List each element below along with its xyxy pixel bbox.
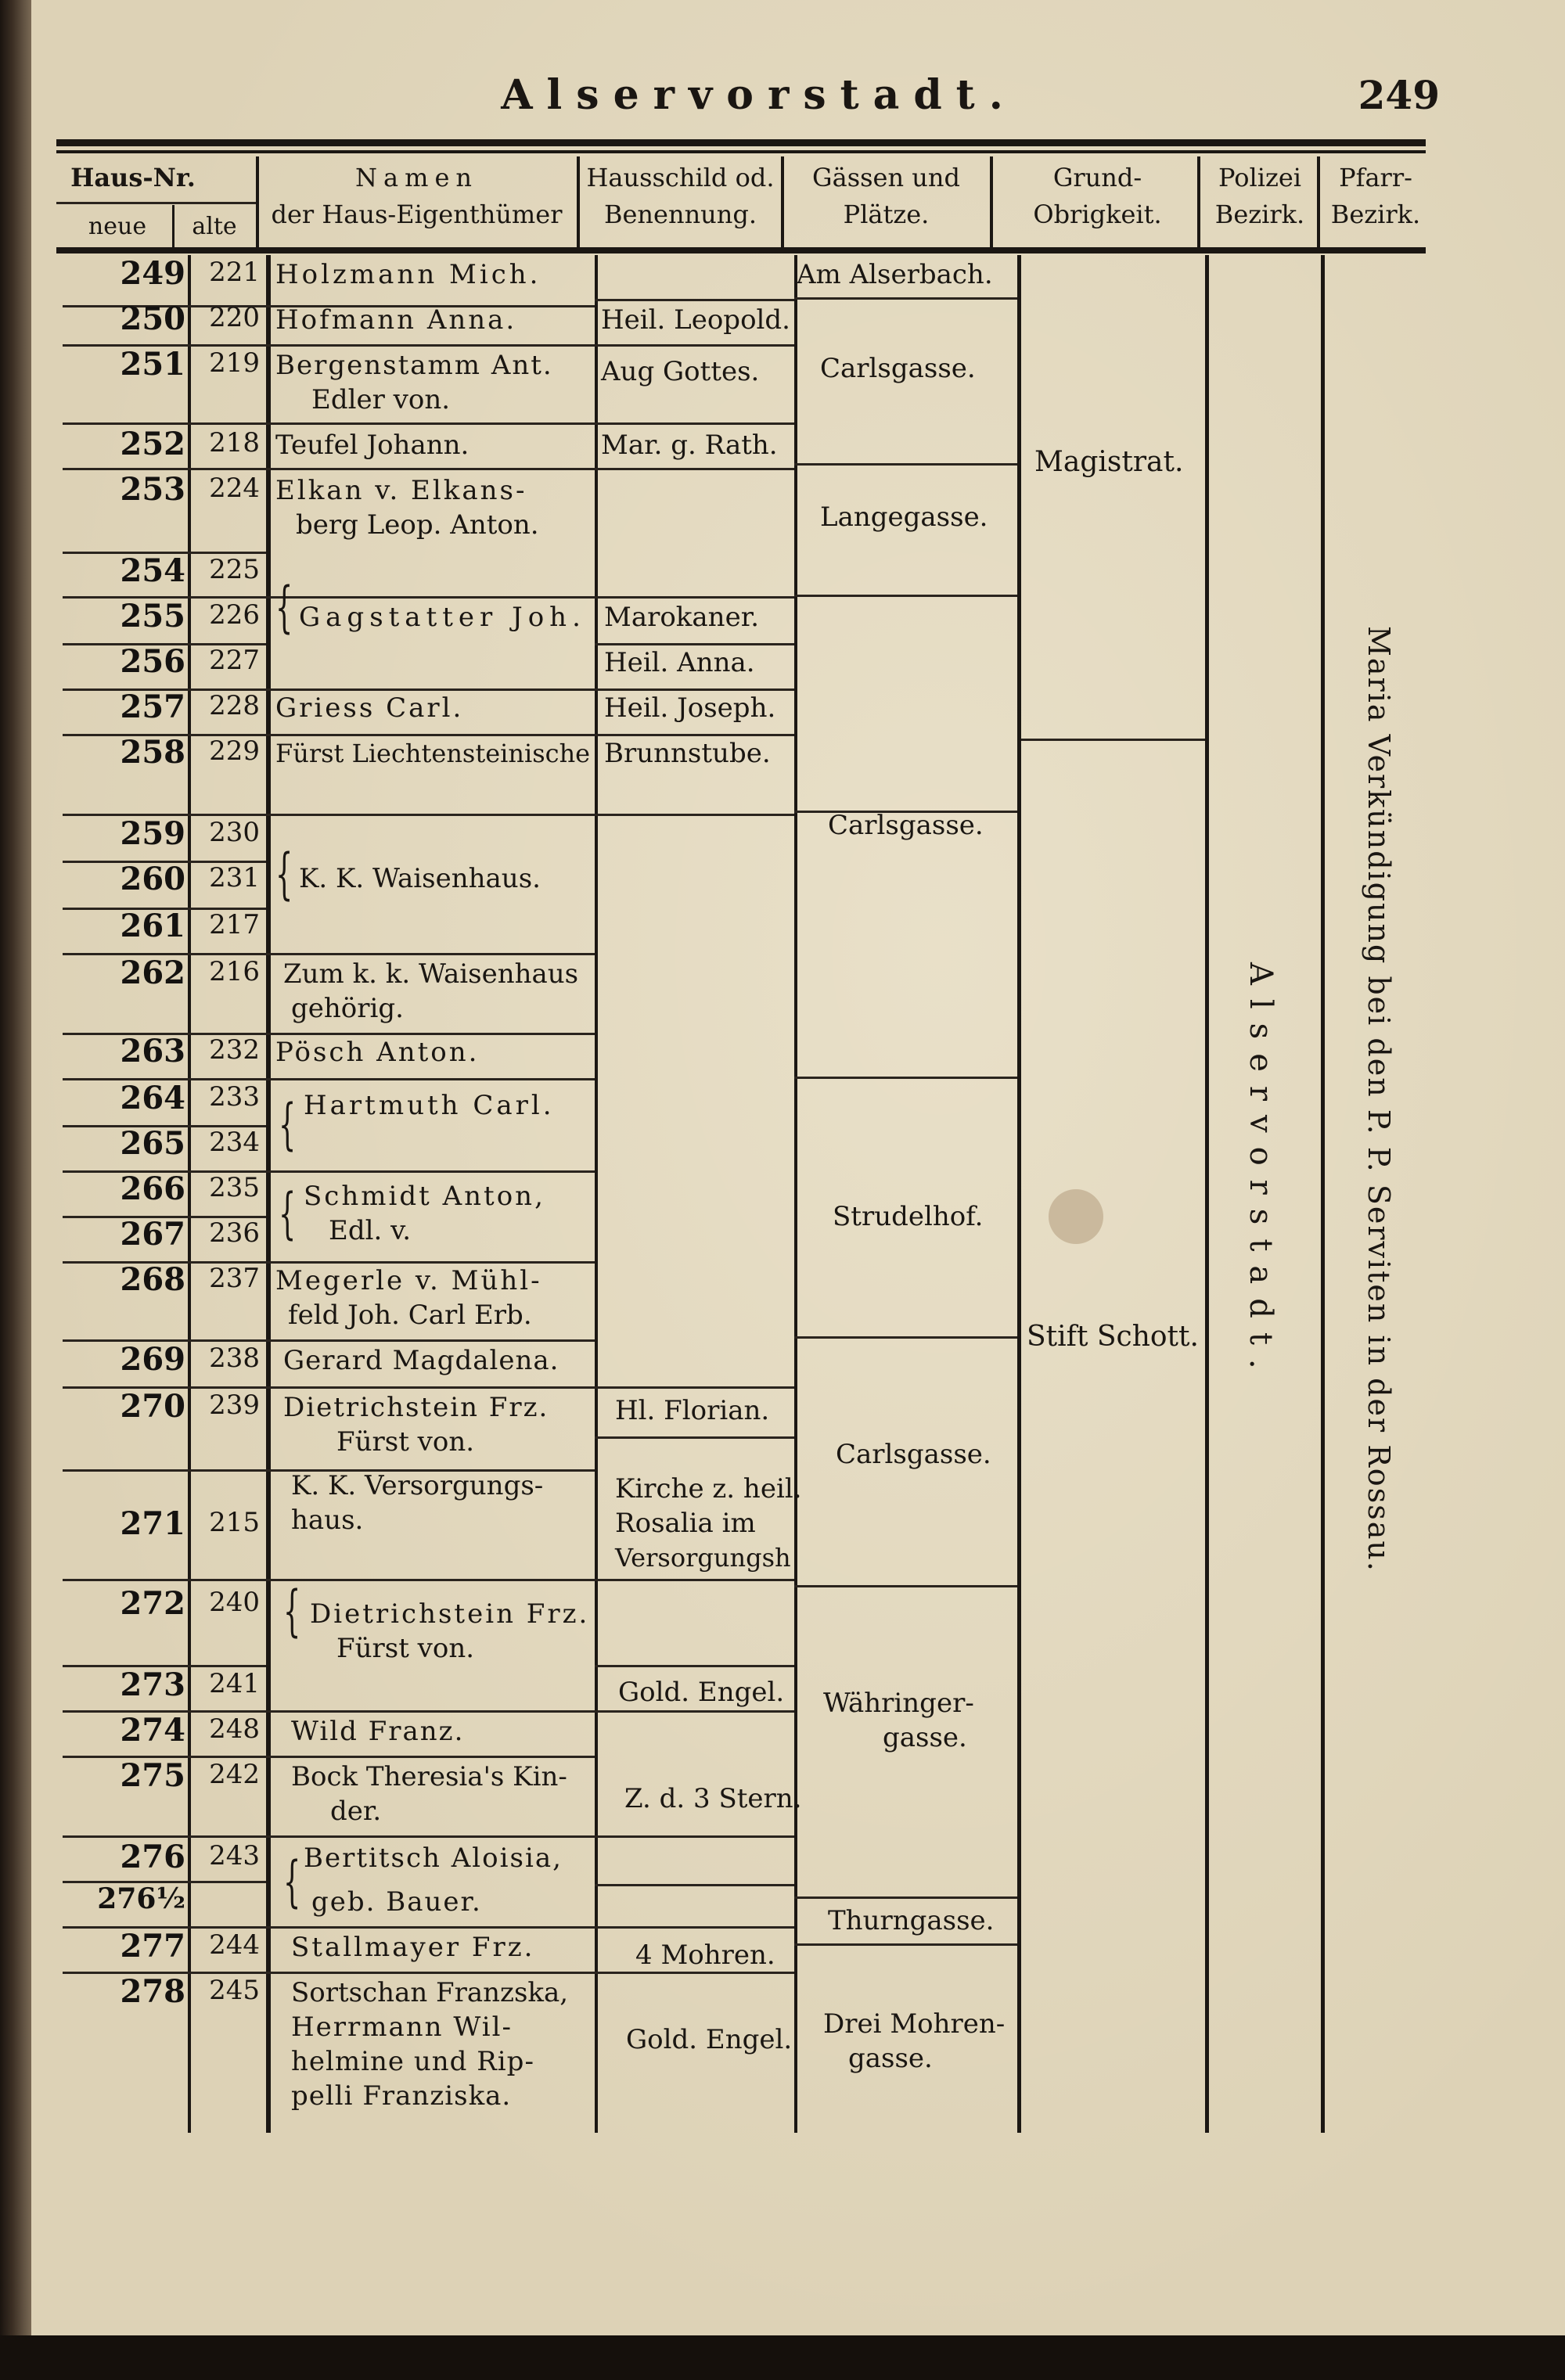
neue-nr: 252 bbox=[120, 426, 185, 462]
row-rule bbox=[63, 422, 595, 425]
header-pfarr: Pfarr- bbox=[1339, 163, 1412, 192]
neue-nr: 250 bbox=[120, 300, 185, 337]
alte-nr: 224 bbox=[209, 473, 260, 504]
house-sign: Heil. Joseph. bbox=[604, 692, 776, 724]
column-line bbox=[1321, 255, 1325, 2133]
house-sign: Kirche z. heil. bbox=[615, 1473, 802, 1505]
grouping-brace: { bbox=[275, 842, 293, 906]
top-rule-thin bbox=[56, 150, 1426, 153]
schild-rule bbox=[595, 1835, 794, 1838]
header-gassen: Gässen und bbox=[812, 163, 960, 192]
header-schild: Hausschild od. bbox=[586, 163, 775, 192]
alte-nr: 237 bbox=[209, 1263, 260, 1294]
schild-rule bbox=[595, 299, 794, 301]
owner-name: Griess Carl. bbox=[275, 692, 464, 724]
scan-shadow bbox=[0, 2335, 1565, 2380]
house-sign: Mar. g. Rath. bbox=[601, 430, 778, 461]
parish-district: Maria Verkündigung bei den P. P. Serviten in der Rossau. bbox=[1362, 626, 1396, 1573]
owner-name-cont: gehörig. bbox=[291, 993, 404, 1024]
street-name: Strudelhof. bbox=[833, 1201, 984, 1232]
header-sep bbox=[990, 156, 993, 249]
neue-nr: 253 bbox=[120, 471, 185, 508]
owner-name-cont: berg Leop. Anton. bbox=[296, 509, 539, 541]
owner-name-cont: Fürst von. bbox=[336, 1426, 475, 1458]
street-name: Carlsgasse. bbox=[820, 353, 976, 384]
alte-nr: 216 bbox=[209, 956, 260, 987]
alte-nr: 238 bbox=[209, 1343, 260, 1374]
neue-nr: 251 bbox=[120, 346, 185, 383]
header-sep bbox=[1197, 156, 1200, 249]
neue-nr: 249 bbox=[120, 255, 185, 292]
header-polizei: Polizei bbox=[1218, 163, 1301, 192]
owner-name-cont: Fürst von. bbox=[336, 1633, 475, 1664]
neue-nr: 276 bbox=[120, 1839, 185, 1875]
header-grund-sub: Obrigkeit. bbox=[1033, 200, 1162, 229]
neue-nr: 255 bbox=[120, 598, 185, 635]
alte-nr: 245 bbox=[209, 1975, 260, 2006]
alte-nr: 236 bbox=[209, 1217, 260, 1249]
street-name: Thurngasse. bbox=[828, 1905, 995, 1936]
neue-nr: 264 bbox=[120, 1080, 185, 1116]
street-name: Carlsgasse. bbox=[828, 810, 984, 841]
gassen-rule bbox=[794, 1943, 1017, 1946]
owner-name: Elkan v. Elkans- bbox=[275, 475, 527, 506]
owner-name-cont: helmine und Rip- bbox=[291, 2046, 534, 2077]
house-sign: Heil. Anna. bbox=[604, 647, 755, 678]
neue-nr: 265 bbox=[120, 1125, 185, 1162]
owner-name-cont: Edler von. bbox=[311, 384, 451, 415]
alte-nr: 234 bbox=[209, 1127, 260, 1158]
alte-nr: 232 bbox=[209, 1034, 260, 1066]
header-sep bbox=[1317, 156, 1320, 249]
owner-name: Schmidt Anton, bbox=[304, 1181, 545, 1212]
schild-rule bbox=[595, 1665, 794, 1667]
owner-name: Dietrichstein Frz. bbox=[310, 1598, 590, 1630]
schild-rule bbox=[595, 422, 794, 425]
schild-rule bbox=[595, 1710, 794, 1713]
alte-nr: 241 bbox=[209, 1668, 260, 1699]
column-line bbox=[794, 255, 797, 2133]
header-neue: neue bbox=[88, 213, 147, 240]
owner-name-cont: Edl. v. bbox=[329, 1215, 412, 1246]
house-sign: Gold. Engel. bbox=[618, 1677, 785, 1708]
neue-nr: 278 bbox=[120, 1973, 185, 2010]
neue-nr: 276½ bbox=[97, 1882, 185, 1915]
alte-nr: 244 bbox=[209, 1929, 260, 1961]
owner-name: K. K. Versorgungs- bbox=[291, 1470, 544, 1501]
owner-name-cont: haus. bbox=[291, 1505, 364, 1536]
alte-nr: 242 bbox=[209, 1759, 260, 1790]
column-line bbox=[1205, 255, 1209, 2133]
alte-nr: 243 bbox=[209, 1840, 260, 1871]
row-rule bbox=[63, 1579, 595, 1581]
schild-rule bbox=[595, 1386, 794, 1389]
neue-nr: 257 bbox=[120, 688, 185, 725]
grund-rule bbox=[1021, 739, 1205, 741]
header-namen: Namen bbox=[355, 163, 478, 192]
owner-name: Hartmuth Carl. bbox=[304, 1090, 555, 1121]
alte-nr: 225 bbox=[209, 554, 260, 585]
street-name: Drei Mohren- bbox=[823, 2008, 1006, 2040]
house-sign: Heil. Leopold. bbox=[601, 304, 790, 336]
grouping-brace: { bbox=[283, 1850, 301, 1914]
header-sep bbox=[256, 156, 259, 249]
neue-nr: 260 bbox=[120, 861, 185, 897]
owner-name: Hofmann Anna. bbox=[275, 304, 517, 336]
gassen-rule bbox=[794, 463, 1017, 466]
alte-nr: 230 bbox=[209, 817, 260, 848]
header-schild-sub: Benennung. bbox=[603, 200, 757, 229]
neue-nr: 274 bbox=[120, 1712, 185, 1749]
alte-nr: 235 bbox=[209, 1172, 260, 1203]
gassen-rule bbox=[794, 1077, 1017, 1079]
authority: Stift Schott. bbox=[1027, 1321, 1199, 1353]
alte-nr: 233 bbox=[209, 1081, 260, 1113]
header-namen-sub: der Haus-Eigenthümer bbox=[271, 200, 563, 229]
street-name: Carlsgasse. bbox=[836, 1439, 991, 1470]
alte-nr: 240 bbox=[209, 1587, 260, 1618]
neue-nr: 254 bbox=[120, 552, 185, 589]
street-name: Am Alserbach. bbox=[797, 259, 993, 290]
house-sign: Aug Gottes. bbox=[601, 356, 760, 387]
alte-nr: 248 bbox=[209, 1713, 260, 1745]
neue-nr: 269 bbox=[120, 1341, 185, 1378]
schild-rule bbox=[595, 596, 794, 599]
header-alte: alte bbox=[192, 213, 237, 240]
alte-nr: 217 bbox=[209, 909, 260, 940]
header-grund: Grund- bbox=[1052, 163, 1142, 192]
gassen-rule bbox=[794, 1896, 1017, 1899]
owner-name: geb. Bauer. bbox=[311, 1886, 482, 1918]
owner-name-cont: Herrmann Wil- bbox=[291, 2011, 513, 2043]
neue-nr: 272 bbox=[120, 1585, 185, 1622]
column-line bbox=[1017, 255, 1021, 2133]
neue-nr: 258 bbox=[120, 734, 185, 771]
schild-rule bbox=[595, 1579, 794, 1581]
owner-name: Wild Franz. bbox=[291, 1716, 465, 1747]
page-number: 249 bbox=[1358, 72, 1440, 118]
neue-nr: 275 bbox=[120, 1757, 185, 1794]
house-sign: Brunnstube. bbox=[604, 738, 771, 769]
house-sign: Hl. Florian. bbox=[615, 1395, 770, 1426]
schild-rule bbox=[595, 814, 794, 816]
owner-name: Gagstatter Joh. bbox=[299, 602, 586, 633]
neue-nr: 273 bbox=[120, 1666, 185, 1703]
column-line bbox=[266, 255, 271, 2133]
grouping-brace: { bbox=[279, 1181, 297, 1246]
owner-name-cont: feld Joh. Carl Erb. bbox=[288, 1300, 532, 1331]
row-rule bbox=[63, 468, 595, 470]
owner-name: Zum k. k. Waisenhaus bbox=[283, 958, 579, 990]
alte-nr: 220 bbox=[209, 302, 260, 333]
alte-nr: 227 bbox=[209, 645, 260, 676]
neue-nr: 277 bbox=[120, 1928, 185, 1965]
neue-nr: 271 bbox=[120, 1505, 185, 1542]
owner-name: Holzmann Mich. bbox=[275, 259, 541, 290]
neue-nr: 266 bbox=[120, 1170, 185, 1207]
book-binding-edge bbox=[0, 0, 31, 2380]
owner-name: Sortschan Franzska, bbox=[291, 1977, 569, 2008]
street-name: gasse. bbox=[883, 1722, 967, 1753]
owner-name-cont: der. bbox=[330, 1796, 382, 1827]
house-sign: Rosalia im bbox=[615, 1508, 756, 1539]
grouping-brace: { bbox=[279, 1092, 297, 1156]
grouping-brace: { bbox=[283, 1579, 301, 1643]
street-name: gasse. bbox=[848, 2043, 933, 2074]
header-sep bbox=[577, 156, 580, 249]
street-name: Langegasse. bbox=[820, 502, 988, 533]
neue-nr: 267 bbox=[120, 1216, 185, 1253]
running-head-title: Alservorstadt. bbox=[501, 71, 1017, 119]
alte-nr: 231 bbox=[209, 862, 260, 893]
owner-name: K. K. Waisenhaus. bbox=[299, 863, 541, 894]
schild-rule bbox=[595, 1926, 794, 1929]
street-name: Währinger- bbox=[823, 1688, 974, 1719]
owner-name: Stallmayer Frz. bbox=[291, 1932, 535, 1963]
schild-rule bbox=[595, 1436, 794, 1439]
header-sep bbox=[781, 156, 784, 249]
header-pfarr-sub: Bezirk. bbox=[1330, 200, 1421, 229]
alte-nr: 219 bbox=[209, 347, 260, 379]
alte-nr: 229 bbox=[209, 735, 260, 767]
authority: Magistrat. bbox=[1034, 446, 1184, 478]
gassen-rule bbox=[794, 297, 1017, 300]
owner-name: Bock Theresia's Kin- bbox=[291, 1761, 567, 1792]
house-sign: Versorgungsh bbox=[615, 1543, 791, 1573]
gassen-rule bbox=[794, 1336, 1017, 1339]
top-double-rule bbox=[56, 139, 1426, 146]
neue-nr: 268 bbox=[120, 1261, 185, 1298]
header-sep bbox=[172, 205, 174, 249]
gassen-rule bbox=[794, 595, 1017, 597]
house-sign: Z. d. 3 Stern. bbox=[624, 1783, 802, 1814]
schild-rule bbox=[595, 1884, 794, 1886]
house-sign: Gold. Engel. bbox=[626, 2024, 793, 2055]
gassen-rule bbox=[794, 1585, 1017, 1587]
neue-nr: 261 bbox=[120, 908, 185, 944]
schild-rule bbox=[595, 468, 794, 470]
neue-nr: 270 bbox=[120, 1388, 185, 1425]
alte-nr: 228 bbox=[209, 690, 260, 721]
owner-name: Teufel Johann. bbox=[275, 430, 470, 461]
header-bottom-rule bbox=[56, 247, 1426, 253]
header-sub-rule bbox=[56, 202, 256, 204]
paper-stain bbox=[1049, 1189, 1103, 1244]
alte-nr: 218 bbox=[209, 427, 260, 458]
neue-nr: 263 bbox=[120, 1033, 185, 1070]
neue-nr: 259 bbox=[120, 815, 185, 852]
owner-name: Dietrichstein Frz. bbox=[283, 1392, 549, 1423]
owner-name: Gerard Magdalena. bbox=[283, 1345, 559, 1376]
neue-nr: 256 bbox=[120, 643, 185, 680]
police-district: Alservorstadt. bbox=[1243, 962, 1279, 1383]
house-sign: Marokaner. bbox=[604, 602, 760, 633]
alte-nr: 239 bbox=[209, 1390, 260, 1421]
header-haus-nr: Haus-Nr. bbox=[70, 163, 196, 192]
header-polizei-sub: Bezirk. bbox=[1214, 200, 1305, 229]
header-gassen-sub: Plätze. bbox=[843, 200, 930, 229]
owner-name: Bergenstamm Ant. bbox=[275, 350, 553, 381]
column-line bbox=[595, 255, 598, 2133]
house-sign: 4 Mohren. bbox=[635, 1940, 775, 1971]
owner-name-cont: pelli Franziska. bbox=[291, 2080, 512, 2112]
alte-nr: 221 bbox=[209, 257, 260, 288]
neue-nr: 262 bbox=[120, 955, 185, 991]
row-rule bbox=[63, 1835, 595, 1838]
alte-nr: 215 bbox=[209, 1507, 260, 1538]
schild-rule bbox=[595, 344, 794, 347]
grouping-brace: { bbox=[275, 575, 293, 639]
owner-name: Megerle v. Mühl- bbox=[275, 1265, 542, 1296]
alte-nr: 226 bbox=[209, 599, 260, 631]
owner-name: Fürst Liechtensteinische bbox=[275, 739, 591, 768]
owner-name: Pösch Anton. bbox=[275, 1037, 480, 1068]
owner-name: Bertitsch Aloisia, bbox=[304, 1843, 563, 1874]
